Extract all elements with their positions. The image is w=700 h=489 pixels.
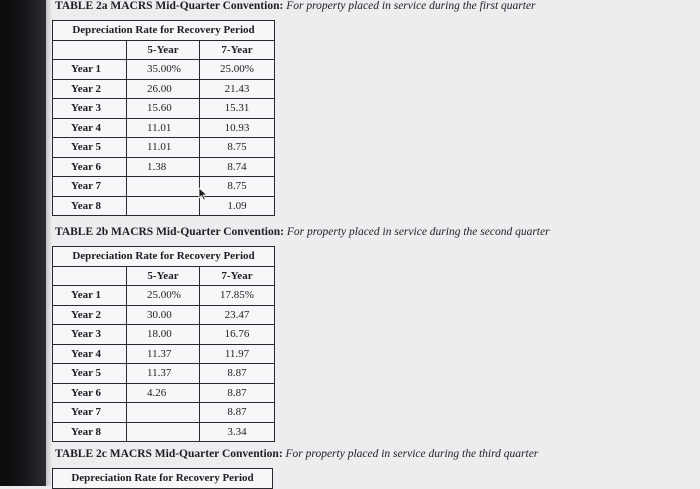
rate-5-year: 11.37: [127, 364, 200, 384]
year-label: Year 1: [53, 60, 127, 80]
table-2a-caption-description: For property placed in service during the first quarter: [286, 0, 536, 12]
table-2c-caption-title: TABLE 2c MACRS Mid-Quarter Convention:: [55, 448, 283, 460]
rate-7-year: 23.47: [200, 305, 275, 325]
year-label: Year 5: [53, 364, 127, 384]
table-2b-col-5-year: 5-Year: [127, 266, 200, 286]
rate-7-year: 8.75: [200, 177, 275, 197]
table-row: [53, 383, 275, 403]
rate-7-year: 3.34: [200, 422, 275, 442]
table-2b: [52, 246, 275, 442]
rate-5-year: 11.01: [127, 118, 200, 138]
rate-5-year: [127, 403, 200, 423]
year-label: Year 8: [53, 422, 127, 442]
table-row: [53, 138, 275, 158]
table-2a-caption: [55, 0, 536, 13]
table-2c: [52, 468, 273, 489]
rate-7-year: 15.31: [200, 99, 275, 119]
table-row: [53, 364, 275, 384]
rate-7-year: 1.09: [200, 196, 275, 216]
year-label: Year 2: [53, 79, 127, 99]
table-2c-period-header: Depreciation Rate for Recovery Period: [53, 469, 273, 489]
table-row: [53, 196, 275, 216]
year-label: Year 3: [53, 325, 127, 345]
table-row: [53, 422, 275, 442]
monitor-bezel-edge: [0, 0, 10, 486]
table-2a-col-5-year: 5-Year: [127, 40, 200, 60]
rate-7-year: 16.76: [200, 325, 275, 345]
rate-7-year: 8.75: [200, 138, 275, 158]
rate-7-year: 17.85%: [200, 286, 275, 306]
rate-5-year: 11.01: [127, 138, 200, 158]
rate-5-year: 4.26: [127, 383, 200, 403]
table-2a-period-header: Depreciation Rate for Recovery Period: [53, 21, 275, 41]
table-2a-corner-cell: [53, 40, 127, 60]
table-row: [53, 60, 275, 80]
table-2b-col-7-year: 7-Year: [200, 266, 275, 286]
rate-5-year: 1.38: [127, 157, 200, 177]
rate-5-year: 11.37: [127, 344, 200, 364]
table-row: [53, 157, 275, 177]
rate-5-year: 15.60: [127, 99, 200, 119]
table-2b-caption-title: TABLE 2b MACRS Mid-Quarter Convention:: [55, 226, 284, 238]
table-2b-caption: [55, 225, 550, 239]
year-label: Year 2: [53, 305, 127, 325]
table-row: [53, 344, 275, 364]
year-label: Year 1: [53, 286, 127, 306]
rate-5-year: 26.00: [127, 79, 200, 99]
rate-7-year: 8.87: [200, 403, 275, 423]
year-label: Year 4: [53, 118, 127, 138]
year-label: Year 7: [53, 177, 127, 197]
rate-7-year: 8.87: [200, 364, 275, 384]
rate-7-year: 11.97: [200, 344, 275, 364]
rate-5-year: [127, 177, 200, 197]
table-row: [53, 305, 275, 325]
year-label: Year 7: [53, 403, 127, 423]
rate-5-year: 18.00: [127, 325, 200, 345]
table-row: [53, 99, 275, 119]
table-row: [53, 286, 275, 306]
table-2a-caption-title: TABLE 2a MACRS Mid-Quarter Convention:: [55, 0, 284, 12]
year-label: Year 8: [53, 196, 127, 216]
rate-5-year: 30.00: [127, 305, 200, 325]
rate-7-year: 10.93: [200, 118, 275, 138]
table-2b-corner-cell: [53, 266, 127, 286]
table-2a: [52, 20, 275, 216]
rate-7-year: 25.00%: [200, 60, 275, 80]
year-label: Year 3: [53, 99, 127, 119]
year-label: Year 6: [53, 157, 127, 177]
rate-7-year: 8.87: [200, 383, 275, 403]
year-label: Year 6: [53, 383, 127, 403]
year-label: Year 4: [53, 344, 127, 364]
table-2b-caption-description: For property placed in service during the second quarter: [286, 226, 550, 238]
rate-5-year: [127, 422, 200, 442]
rate-5-year: [127, 196, 200, 216]
table-row: [53, 79, 275, 99]
table-row: [53, 177, 275, 197]
rate-7-year: 8.74: [200, 157, 275, 177]
year-label: Year 5: [53, 138, 127, 158]
rate-7-year: 21.43: [200, 79, 275, 99]
mouse-pointer-icon: [198, 187, 208, 201]
table-row: [53, 325, 275, 345]
table-row: [53, 118, 275, 138]
table-row: [53, 403, 275, 423]
table-2c-caption-description: For property placed in service during the third quarter: [285, 448, 539, 460]
table-2c-caption: [55, 447, 538, 461]
table-2a-col-7-year: 7-Year: [200, 40, 275, 60]
table-2b-period-header: Depreciation Rate for Recovery Period: [53, 247, 275, 267]
rate-5-year: 35.00%: [127, 60, 200, 80]
rate-5-year: 25.00%: [127, 286, 200, 306]
